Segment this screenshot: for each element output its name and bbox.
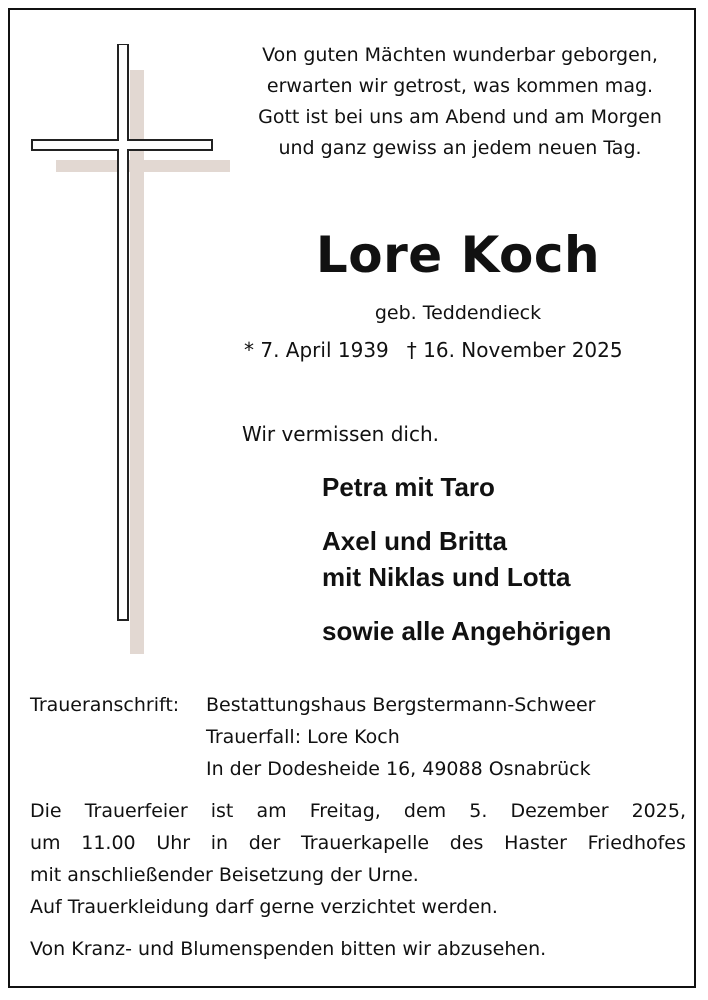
mourner-line: mit Niklas und Lotta — [322, 562, 571, 592]
ceremony-line: mit anschließender Beisetzung der Urne. — [30, 864, 419, 886]
address-line: Bestattungshaus Bergstermann-Schweer — [206, 694, 596, 716]
mourner-line: sowie alle Angehörigen — [322, 616, 612, 646]
death-date: † 16. November 2025 — [406, 338, 623, 362]
deceased-name: Lore Koch — [315, 226, 601, 284]
poem-line: und ganz gewiss an jedem neuen Tag. — [278, 137, 642, 159]
address-line: In der Dodesheide 16, 49088 Osnabrück — [206, 758, 591, 780]
closing-note: Von Kranz- und Blumenspenden bitten wir abzusehen. — [30, 938, 547, 960]
mourning-address — [30, 694, 690, 716]
mourner-line: Axel und Britta — [322, 526, 507, 556]
obituary-notice — [8, 8, 696, 988]
poem-line: erwarten wir getrost, was kommen mag. — [266, 75, 654, 97]
poem-line: Von guten Mächten wunderbar geborgen, — [262, 44, 658, 66]
ceremony-line: um 11.00 Uhr in der Trauerkapelle des Haster Friedhofes — [30, 832, 686, 854]
life-dates — [244, 338, 688, 362]
mourner-line: Petra mit Taro — [322, 472, 495, 502]
ceremony-line: Auf Trauerkleidung darf gerne verzichtet werden. — [30, 896, 498, 918]
poem-line: Gott ist bei uns am Abend und am Morgen — [258, 106, 662, 128]
address-line: Trauerfall: Lore Koch — [206, 726, 400, 748]
address-label: Traueranschrift: — [30, 694, 180, 716]
poem-verse — [238, 40, 682, 164]
birth-date: * 7. April 1939 — [244, 338, 389, 362]
ceremony-line: Die Trauerfeier ist am Freitag, dem 5. Dezember 2025, — [30, 800, 686, 822]
cross-icon — [30, 44, 230, 654]
farewell-message: Wir vermissen dich. — [242, 422, 439, 446]
birth-name: geb. Teddendieck — [374, 302, 542, 324]
